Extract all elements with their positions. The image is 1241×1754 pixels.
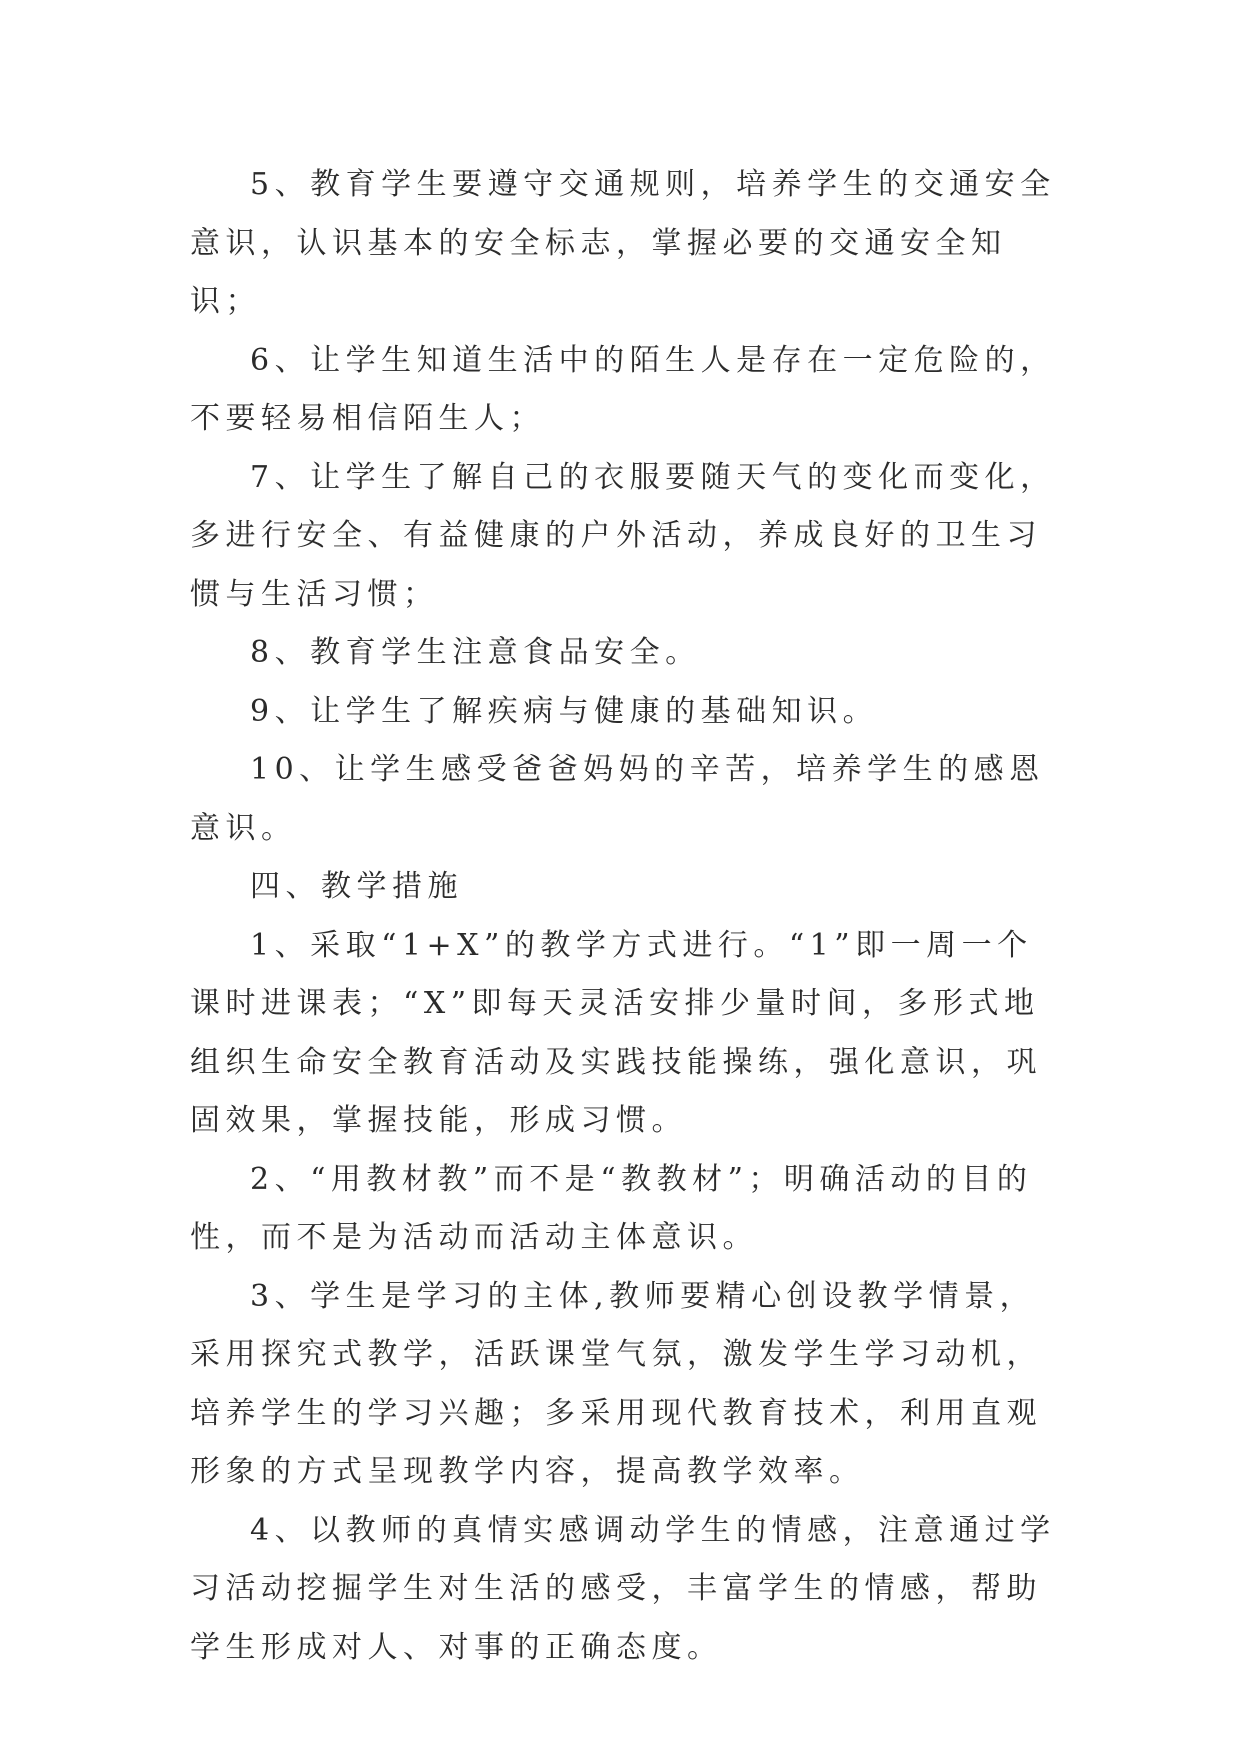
measure-item-2: 2、“用教材教”而不是“教教材”；明确活动的目的性，而不是为活动而活动主体意识。 [190,1161,1033,1255]
paragraph-item-10: 10、让学生感受爸爸妈妈的辛苦，培养学生的感恩意识。 [190,752,1045,846]
measure-item-1: 1、采取“1+X”的教学方式进行。“1”即一周一个课时进课表；“X”即每天灵活安排少量时间，多形式地组织生命安全教育活动及实践技能操练，强化意识，巩固效果，掌握技能，形成习惯。 [190,927,1042,1138]
measure-item-4: 4、以教师的真情实感调动学生的情感，注意通过学习活动挖掘学生对生活的感受，丰富学生的情感，帮助学生形成对人、对事的正确态度。 [190,1512,1056,1665]
paragraph-item-9: 9、让学生了解疾病与健康的基础知识。 [250,693,879,729]
document-body [190,156,1066,1677]
paragraph-item-7: 7、让学生了解自己的衣服要随天气的变化而变化，多进行安全、有益健康的户外活动，养成良好的卫生习惯与生活习惯； [190,459,1056,612]
section-heading-teaching-measures: 四、教学措施 [250,869,463,904]
paragraph-item-5: 5、教育学生要遵守交通规则，培养学生的交通安全意识，认识基本的安全标志，掌握必要的交通安全知识； [190,167,1056,319]
measure-item-3: 3、学生是学习的主体,教师要精心创设教学情景，采用探究式教学，活跃课堂气氛，激发学生学习动机，培养学生的学习兴趣；多采用现代教育技术，利用直观形象的方式呈现教学内容，提高教学效率。 [190,1278,1042,1489]
paragraph-item-6: 6、让学生知道生活中的陌生人是存在一定危险的，不要轻易相信陌生人； [190,342,1056,436]
paragraph-item-8: 8、教育学生注意食品安全。 [250,635,701,670]
